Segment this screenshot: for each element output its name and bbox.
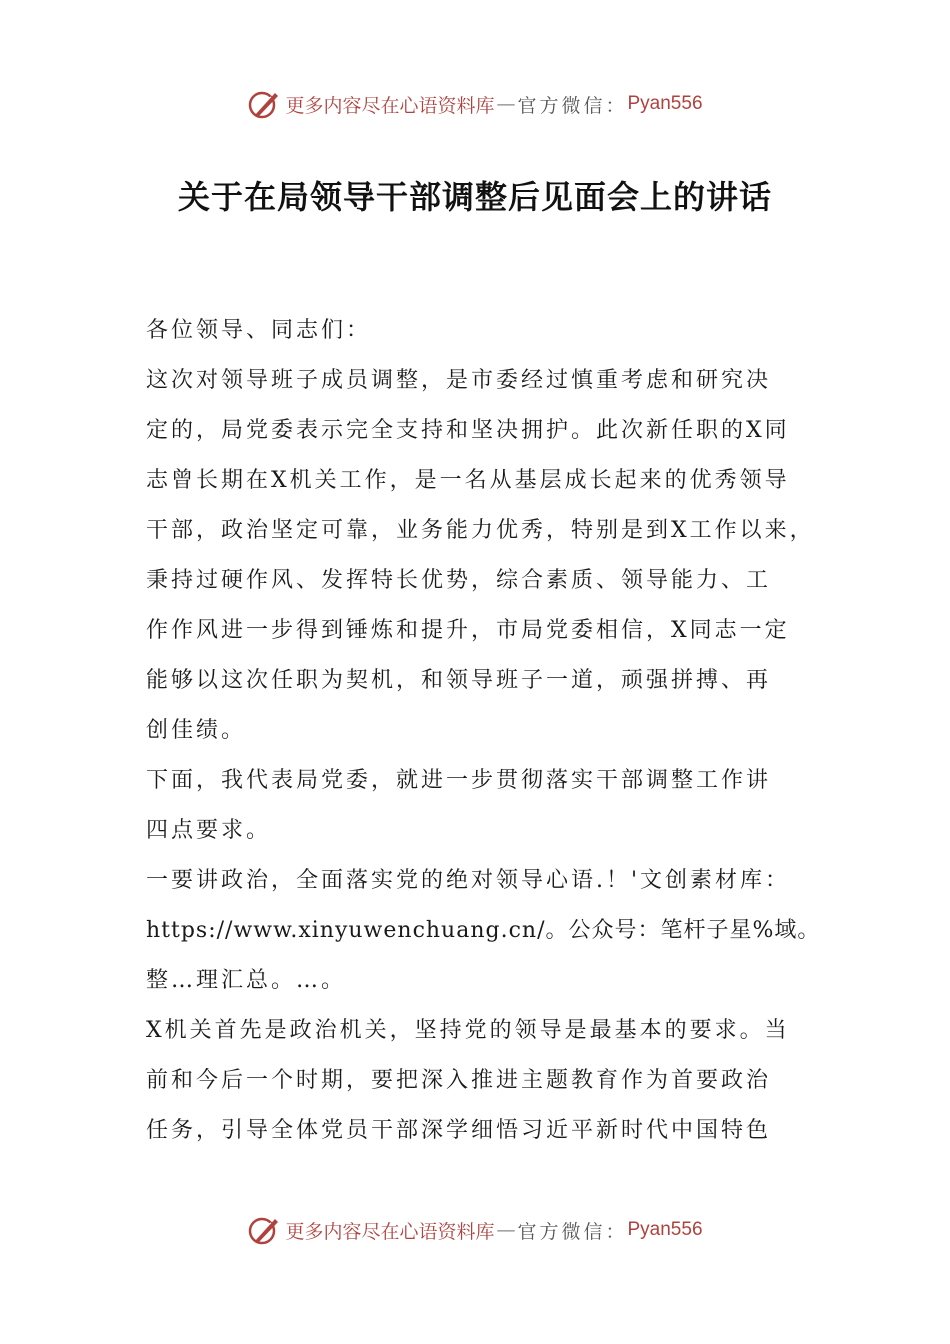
banner-text: 更多内容尽在心语资料库 [285, 94, 495, 117]
body-line: 创佳绩。 [146, 718, 247, 743]
document-title: 关于在局领导干部调整后见面会上的讲话 [177, 178, 772, 216]
body-line: 整…理汇总。…。 [146, 968, 347, 993]
body-line: X机关首先是政治机关，坚持党的领导是最基本的要求。当 [146, 1018, 790, 1043]
body-line: 前和今后一个时期，要把深入推进主题教育作为首要政治 [146, 1068, 772, 1093]
body-line: 任务，引导全体党员干部深学细悟习近平新时代中国特色 [146, 1118, 772, 1143]
banner-account: Pyan556 [627, 1219, 703, 1240]
body-line: 干部，政治坚定可靠，业务能力优秀，特别是到X工作以来， [146, 518, 815, 543]
banner-wechat-label: 官方微信： [517, 1220, 628, 1243]
banner-wechat-label: 官方微信： [517, 94, 628, 117]
header-banner [0, 84, 950, 124]
banner-text: 更多内容尽在心语资料库 [285, 1220, 495, 1243]
body-line-url: https://www.xinyuwenchuang.cn/。公众号：笔杆子星%域。 [146, 918, 821, 943]
banner-dash: — [496, 93, 516, 115]
body-line: 能够以这次任职为契机，和领导班子一道，顽强拼搏、再 [146, 668, 772, 693]
body-line: 定的，局党委表示完全支持和坚决拥护。此次新任职的X同 [146, 418, 790, 443]
quill-pen-logo-icon [247, 1213, 281, 1247]
banner-account: Pyan556 [627, 93, 703, 114]
document-body [146, 306, 821, 1156]
body-line: 作作风进一步得到锤炼和提升，市局党委相信，X同志一定 [146, 618, 790, 643]
body-line: 下面，我代表局党委，就进一步贯彻落实干部调整工作讲 [146, 768, 772, 793]
body-line: 秉持过硬作风、发挥特长优势，综合素质、领导能力、工 [146, 568, 772, 593]
body-line: 志曾长期在X机关工作，是一名从基层成长起来的优秀领导 [146, 468, 790, 493]
banner-dash: — [496, 1219, 516, 1241]
quill-pen-logo-icon [247, 87, 281, 121]
body-line: 各位领导、同志们： [146, 318, 372, 343]
footer-banner [0, 1210, 950, 1250]
body-line: 一要讲政治，全面落实党的绝对领导心语.！'文创素材库： [146, 868, 791, 893]
body-line: 四点要求。 [146, 818, 272, 843]
body-line: 这次对领导班子成员调整，是市委经过慎重考虑和研究决 [146, 368, 772, 393]
